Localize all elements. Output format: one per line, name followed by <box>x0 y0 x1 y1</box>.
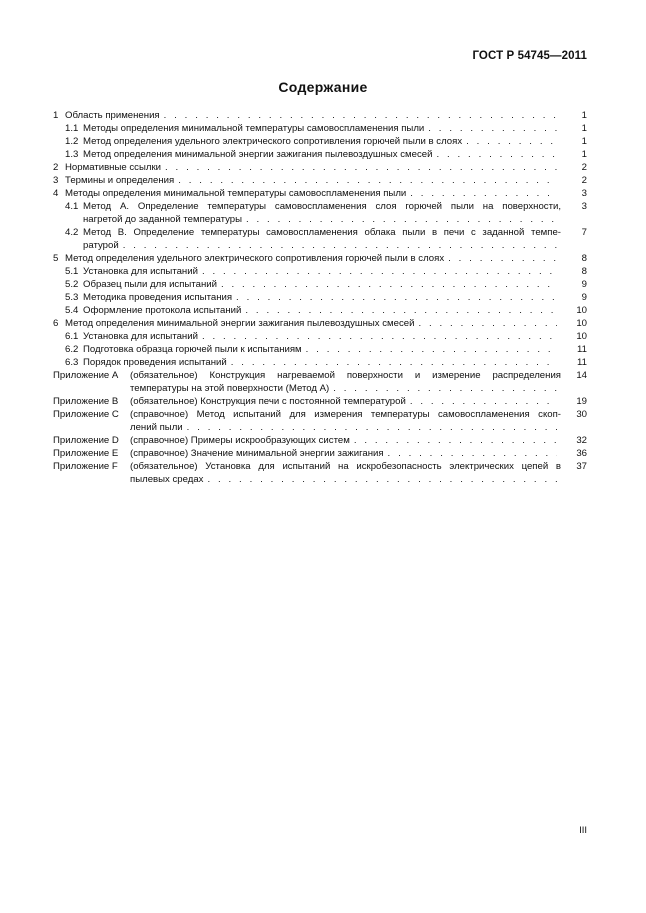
toc-entry-number: 5 <box>53 253 59 264</box>
toc-entry-title: (обязательное) Установка для испытаний на искробезопасность электрических цепей в <box>130 461 561 472</box>
toc-entry-page: 37 <box>576 461 587 472</box>
toc-entry[interactable] <box>53 226 587 252</box>
toc-entry[interactable] <box>53 343 587 356</box>
toc-entry-number: Приложение В <box>53 396 119 407</box>
toc-entry[interactable] <box>53 291 587 304</box>
toc-entry[interactable] <box>53 447 587 460</box>
toc-entry-title: температуры на этой поверхности (Метод А) <box>130 383 330 394</box>
page-number: III <box>579 825 587 836</box>
dot-leader <box>428 122 557 135</box>
toc-entry-number: 2 <box>53 162 59 173</box>
toc-entry-title: (справочное) Примеры искрообразующих систем <box>130 435 350 446</box>
toc-entry-title: нагретой до заданной температуры <box>83 214 242 225</box>
toc-entry-page: 19 <box>576 396 587 407</box>
toc-entry-title: Оформление протокола испытаний <box>83 305 242 316</box>
toc-entry-title: Метод В. Определение температуры самовоспламенения облака пыли в печи с заданной темпе- <box>83 227 561 238</box>
toc-entry-number: 1.3 <box>65 149 79 160</box>
toc-entry-title: Область применения <box>65 110 160 121</box>
dot-leader <box>333 382 557 395</box>
toc-entry-page: 36 <box>576 448 587 459</box>
toc-entry-title: Порядок проведения испытаний <box>83 357 227 368</box>
toc-entry-number: 1.1 <box>65 123 79 134</box>
toc-entry-number: 4.2 <box>65 227 79 238</box>
toc-entry-page: 2 <box>581 175 587 186</box>
toc-entry-number: Приложение Е <box>53 448 119 459</box>
toc-entry-page: 2 <box>581 162 587 173</box>
toc-entry-title: Метод определения удельного электрического сопротивления горючей пыли в слоях <box>83 136 463 147</box>
toc-entry-title: (обязательное) Конструкция печи с постоянной температурой <box>130 396 406 407</box>
toc-entry[interactable] <box>53 356 587 369</box>
toc-entry-page: 1 <box>581 136 587 147</box>
dot-leader <box>202 330 557 343</box>
table-of-contents <box>53 109 587 486</box>
dot-leader <box>221 278 557 291</box>
toc-entry[interactable] <box>53 369 587 395</box>
dot-leader <box>202 265 557 278</box>
toc-entry-title: Установка для испытаний <box>83 331 198 342</box>
toc-entry-page: 8 <box>581 253 587 264</box>
toc-entry-title: (обязательное) Конструкция нагреваемой поверхности и измерение распределения <box>130 370 561 381</box>
toc-entry[interactable] <box>53 395 587 408</box>
dot-leader <box>354 434 557 447</box>
toc-entry-title: Метод определения удельного электрического сопротивления горючей пыли в слоях <box>65 253 445 264</box>
dot-leader <box>466 135 557 148</box>
toc-entry-number: 5.2 <box>65 279 79 290</box>
toc-entry-number: 5.4 <box>65 305 79 316</box>
toc-entry-number: 4.1 <box>65 201 79 212</box>
toc-entry-page: 10 <box>576 318 587 329</box>
toc-entry[interactable] <box>53 330 587 343</box>
toc-entry-number: 6.3 <box>65 357 79 368</box>
toc-entry[interactable] <box>53 109 587 122</box>
toc-entry-number: 1.2 <box>65 136 79 147</box>
dot-leader <box>178 174 557 187</box>
toc-entry-page: 7 <box>581 227 587 238</box>
toc-entry-page: 1 <box>581 123 587 134</box>
toc-entry-title: Метод определения минимальной энергии зажигания пылевоздушных смесей <box>65 318 415 329</box>
toc-entry[interactable] <box>53 304 587 317</box>
dot-leader <box>164 109 557 122</box>
toc-entry[interactable] <box>53 317 587 330</box>
toc-entry-title: Методы определения минимальной температуры самовоспламенения пыли <box>65 188 407 199</box>
toc-entry-page: 1 <box>581 149 587 160</box>
toc-entry-title: Метод определения минимальной энергии зажигания пылевоздушных смесей <box>83 149 433 160</box>
toc-entry-page: 10 <box>576 305 587 316</box>
dot-leader <box>418 317 557 330</box>
toc-entry-number: 5.1 <box>65 266 79 277</box>
toc-entry-title: Метод А. Определение температуры самовоспламенения слоя горючей пыли на поверхности, <box>83 201 561 212</box>
toc-entry[interactable] <box>53 460 587 486</box>
toc-entry-number: 6 <box>53 318 59 329</box>
dot-leader <box>231 356 557 369</box>
toc-entry[interactable] <box>53 174 587 187</box>
toc-entry[interactable] <box>53 200 587 226</box>
toc-entry-title: лений пыли <box>130 422 183 433</box>
dot-leader <box>165 161 557 174</box>
dot-leader <box>236 291 557 304</box>
dot-leader <box>388 447 557 460</box>
toc-entry-title: Установка для испытаний <box>83 266 198 277</box>
dot-leader <box>306 343 557 356</box>
toc-entry-page: 3 <box>581 188 587 199</box>
toc-entry[interactable] <box>53 252 587 265</box>
toc-entry-number: 1 <box>53 110 59 121</box>
toc-entry-page: 32 <box>576 435 587 446</box>
dot-leader <box>187 421 557 434</box>
toc-entry-page: 30 <box>576 409 587 420</box>
toc-entry-page: 14 <box>576 370 587 381</box>
toc-entry[interactable] <box>53 161 587 174</box>
toc-entry-title: Методика проведения испытания <box>83 292 233 303</box>
toc-entry[interactable] <box>53 265 587 278</box>
toc-entry-title: Образец пыли для испытаний <box>83 279 217 290</box>
toc-entry[interactable] <box>53 148 587 161</box>
dot-leader <box>436 148 557 161</box>
toc-entry-title: ратурой <box>83 240 119 251</box>
toc-entry-title: Подготовка образца горючей пыли к испытаниям <box>83 344 302 355</box>
standard-code: ГОСТ Р 54745—2011 <box>472 50 587 62</box>
toc-entry-title: (справочное) Значение минимальной энергии зажигания <box>130 448 384 459</box>
toc-entry-number: 6.2 <box>65 344 79 355</box>
toc-entry-page: 3 <box>581 201 587 212</box>
toc-entry-title: (справочное) Метод испытаний для измерения температуры самовоспламенения скоп- <box>130 409 561 420</box>
toc-entry-number: Приложение D <box>53 435 119 446</box>
toc-entry[interactable] <box>53 408 587 434</box>
toc-entry-title: Методы определения минимальной температуры самовоспламенения пыли <box>83 123 425 134</box>
toc-entry-number: 6.1 <box>65 331 79 342</box>
dot-leader <box>246 213 557 226</box>
toc-entry-title: Нормативные ссылки <box>65 162 162 173</box>
toc-entry-number: 4 <box>53 188 59 199</box>
toc-entry-page: 11 <box>577 344 587 355</box>
toc-entry-title: пылевых средах <box>130 474 204 485</box>
toc-entry-number: Приложение С <box>53 409 119 420</box>
toc-entry-title: Термины и определения <box>65 175 175 186</box>
dot-leader <box>448 252 557 265</box>
toc-entry[interactable] <box>53 434 587 447</box>
toc-entry-page: 9 <box>581 279 587 290</box>
toc-entry[interactable] <box>53 135 587 148</box>
toc-entry-page: 1 <box>581 110 587 121</box>
toc-entry[interactable] <box>53 187 587 200</box>
toc-entry-page: 10 <box>576 331 587 342</box>
toc-entry-number: 5.3 <box>65 292 79 303</box>
toc-entry-page: 11 <box>577 357 587 368</box>
dot-leader <box>123 239 557 252</box>
toc-entry-number: Приложение F <box>53 461 118 472</box>
toc-entry[interactable] <box>53 278 587 291</box>
toc-entry-number: Приложение А <box>53 370 119 381</box>
dot-leader <box>207 473 557 486</box>
toc-entry-number: 3 <box>53 175 59 186</box>
toc-entry-page: 9 <box>581 292 587 303</box>
dot-leader <box>410 187 557 200</box>
toc-entry[interactable] <box>53 122 587 135</box>
dot-leader <box>410 395 557 408</box>
page-title: Содержание <box>278 79 368 95</box>
dot-leader <box>245 304 557 317</box>
toc-entry-page: 8 <box>581 266 587 277</box>
